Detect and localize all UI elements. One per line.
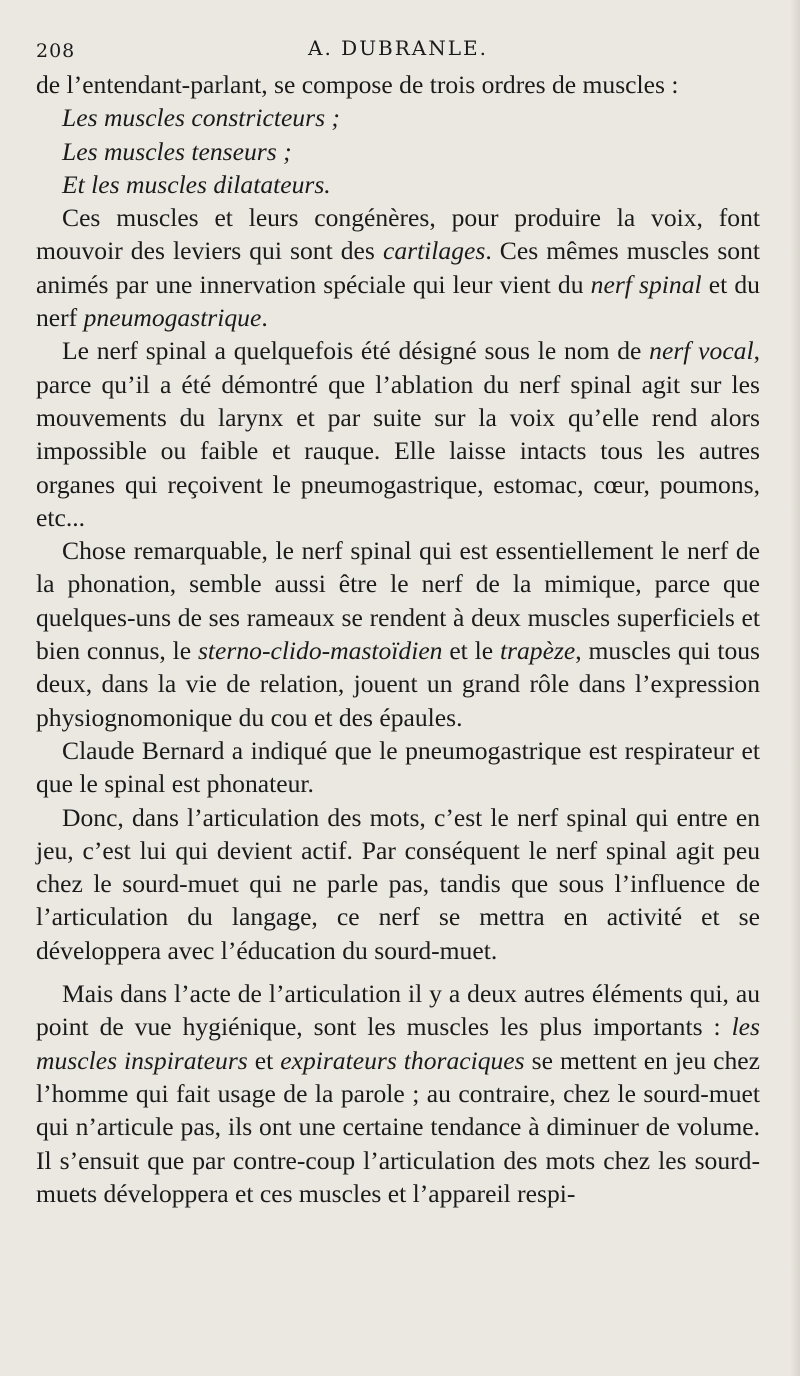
page-header <box>36 34 760 68</box>
italic-term: expirateurs thoraciques <box>280 1045 525 1075</box>
text-run: Mais dans l’acte de l’articulation il y a deux autres éléments qui, au point de vue hygiénique, sont les muscles les plus importants : <box>36 979 760 1042</box>
body-text <box>36 68 760 1210</box>
text-run: Claude Bernard a indiqué que le pneumogastrique est respirateur et que le spinal est phonateur. <box>36 735 760 799</box>
paragraph <box>36 334 760 534</box>
paragraph <box>36 68 760 101</box>
text-run: et du nerf <box>36 269 760 333</box>
paragraph <box>36 977 760 1210</box>
text-run: , parce qu’il a été démontré que l’ablation du nerf spinal agit sur les mouvements du larynx et par suite sur la voix qu’elle rend alors impossible ou faible et rauque. Elle laisse intacts tous les autres organes qui reçoivent le pneumogastrique, estomac, cœur, poumons, etc... <box>36 336 760 532</box>
italic-term: nerf spinal <box>590 269 702 299</box>
text-run: de l’entendant-parlant, se compose de trois ordres de muscles : <box>36 70 679 99</box>
italic-term: cartilages <box>382 236 486 266</box>
text-run: , muscles qui tous deux, dans la vie de relation, jouent un grand rôle dans l’expression physiognomonique du cou et des épaules. <box>36 636 761 732</box>
running-head: A. DUBRANLE. <box>308 36 488 60</box>
text-run: . Ces mêmes muscles sont animés par une innervation spéciale qui leur vient du <box>36 236 760 299</box>
text-run: Les muscles tenseurs ; <box>62 136 292 166</box>
text-run: Le nerf spinal a quelquefois été désigné sous le nom de <box>62 336 650 366</box>
text-run: Les muscles constricteurs ; <box>62 103 340 133</box>
text-run: se mettent en jeu chez l’homme qui fait usage de la parole ; au contraire, chez le sourd-muet qui n’articule pas, ils ont une certaine tendance à diminuer de volume. Il s’ensuit que par contre-coup l’articulation des mots chez les sourd-muets développera et ces muscles et l’appareil respi- <box>36 1045 760 1208</box>
text-run: et le <box>442 636 500 666</box>
page-number: 208 <box>36 40 76 62</box>
italic-term: sterno-clido-mastoïdien <box>197 636 443 666</box>
text-run: et <box>247 1045 281 1075</box>
text-run: Ces muscles et leurs congénères, pour produire la voix, font mouvoir des leviers qui sont des <box>36 203 760 266</box>
paragraph <box>36 201 760 334</box>
text-run: . <box>261 303 268 333</box>
list-item <box>36 101 760 134</box>
italic-term: les muscles inspirateurs <box>36 1012 760 1075</box>
italic-term: nerf vocal <box>649 336 754 366</box>
text-run: Donc, dans l’articulation des mots, c’est le nerf spinal qui entre en jeu, c’est lui qui devient actif. Par conséquent le nerf spinal agit peu chez le sourd-muet qui ne parle pas, tandis que sous l’influence de l’articulation du langage, ce nerf se mettra en activité et se développera avec l’éducation du sourd-muet. <box>36 802 760 965</box>
list-item <box>36 135 760 168</box>
text-run: Chose remarquable, le nerf spinal qui est essentiellement le nerf de la phonation, semble aussi être le nerf de la mimique, parce que quelques-uns de ses rameaux se rendent à deux muscles superficiels et bien connus, le <box>36 536 760 666</box>
page-edge-shadow <box>790 0 800 1376</box>
italic-term: pneumogastrique <box>83 303 262 333</box>
list-item <box>36 168 760 201</box>
paragraph <box>36 534 760 734</box>
italic-term: trapèze <box>499 636 576 666</box>
paragraph <box>36 734 760 801</box>
paragraph <box>36 801 760 967</box>
text-run: Et les muscles dilatateurs. <box>62 169 331 199</box>
